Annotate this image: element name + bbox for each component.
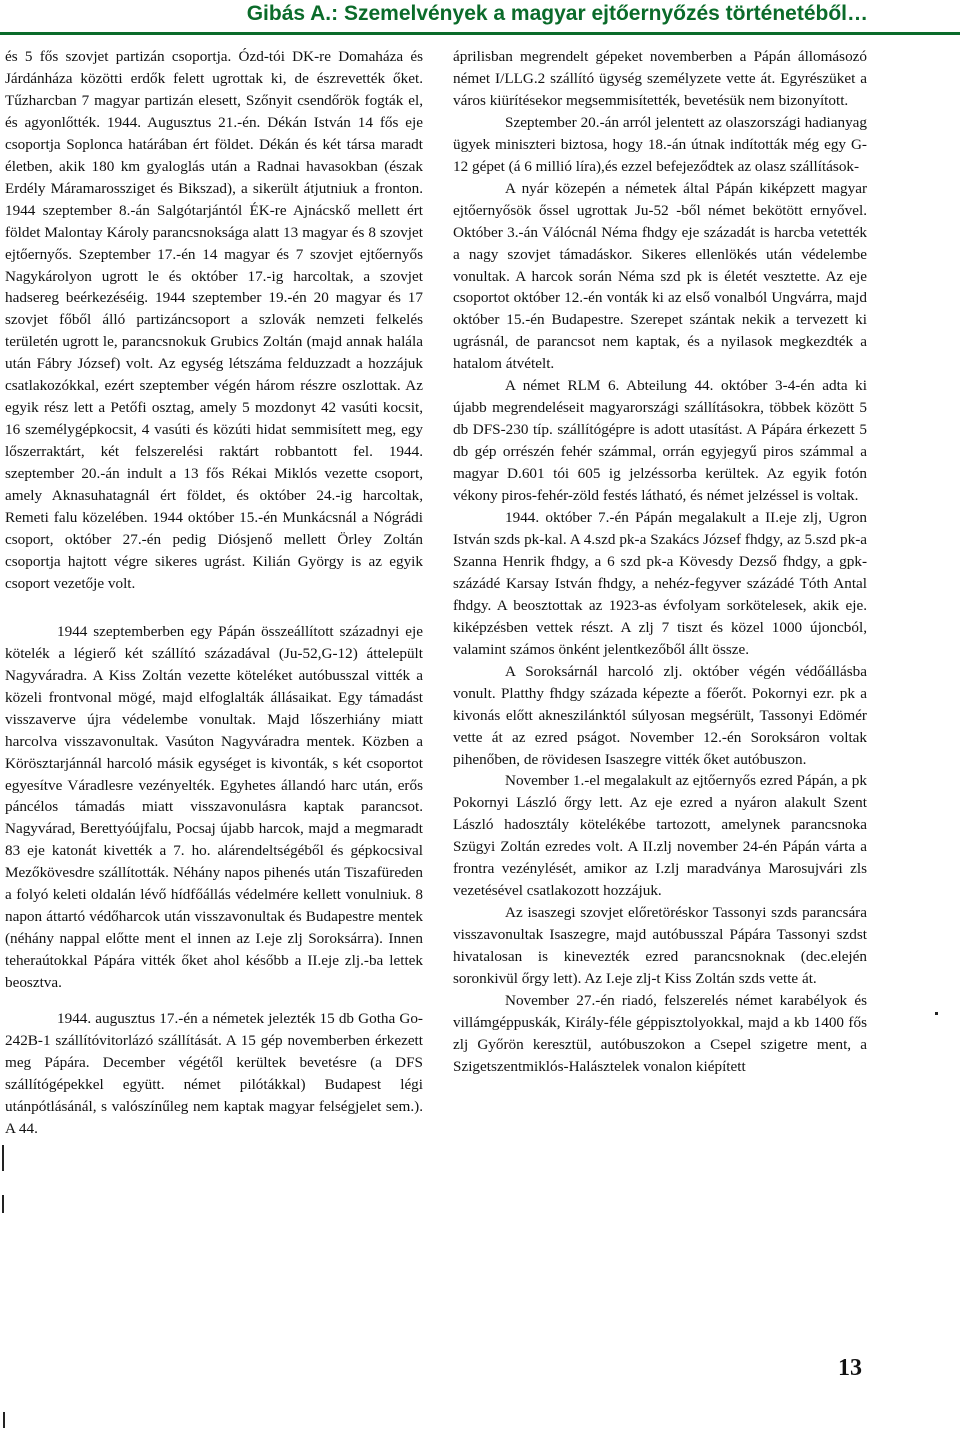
paragraph: Az isaszegi szovjet előretöréskor Tassonyi szds parancsára visszavonultak Isaszegre, majd autóbusszal Pápára Tassonyi szdst hivatalosan is kinevezték ezred parancsnoknak (dec.elején soronkivül őrgy lett). Az I.eje zlj-t Kiss Zoltán szds vette át. [453, 904, 867, 988]
scan-mark [3, 1412, 5, 1428]
paragraph: A nyár közepén a németek által Pápán kiképzett magyar ejtőernyősök őssel ugrottak Ju-52 -ből német bekötött ernyővel. Október 3.-án Válócnál Néma fhdgy eje századát is harcba vetették a nagy szovjet támadáskor. Sikeres ellenlökés után védelembe vonultak. A harcok során Néma szd pk is életét vesztette. Az eje csoportot október 12.-én vonták ki az első vonalból Ungvárra, majd október 15.-én Budapestre. Szerepet szántak nekik a tervezett ki ugrásnál, de parancsot nem kaptak, és a nyilasok megkezdték a hatalom átvételt. [453, 179, 867, 373]
paragraph: 1944. október 7.-én Pápán megalakult a II.eje zlj, Ugron István szds pk-kal. A 4.szd pk-a Szakács József fhdgy, az 5.szd pk-a Szanna Henrik fhdgy, a 6 szd pk-a Kövesdy Dezső fhdgy, a gpk-százádé Karsay István fhdgy, a nehéz-fegyver százádé Tóth Antal fhdgy. A beosztottak az 1923-as évfolyam sorkötelesek, akik eje. kiképzésben vettek részt. A zlj 7 tiszt és közel 1000 újoncból, valamint számos önként jelentkezőből állt össze. [453, 509, 867, 658]
paragraph: 1944 szeptemberben egy Pápán összeállított századnyi eje kötelék a légierő két szállító századával (Ju-52,G-12) áttelepült Nagyváradra. A Kiss Zoltán vezette köteléket autóbusszal vitték a közeli frontvonal mögé, majd elfoglalták állásaikat. Egy támadást visszaverve újra védelembe vonultak. Majd lőszerhiány miatt harcolva visszavonultak. Vasúton Nagyváradra mentek. Közben a Körösztarjánnál harcoló másik egységet is kivonták, s két csoportot egyesítve Váradlesre vezényelték. Egyhetes állandó harc után, erős páncélos támadás miatt visszavonulásra kaptak parancsot. Nagyvárad, Berettyóújfalu, Pocsaj újabb harcok, majd a megmaradt 83 eje katonát kivették a 7. ho. alárendeltségéből és gépkocsival Mezőkövesdre szállították. Néhány napos pihenés után Tiszafüreden a folyó keleti oldalán lévő hídfőállás védelmére kellett vonulniuk. 8 napon áttartó védőharcok után visszavonultak és Budapestre mentek (néhány nappal előtte ment el innen az I.eje zlj Soroksárra). Innen teheraútokkal Pápára vitték őket ahol később a II.eje zlj.-ba lettek beosztva. [5, 622, 423, 992]
paragraph: November 1.-el megalakult az ejtőernyős ezred Pápán, a pk Pokornyi László őrgy lett. Az eje ezred a nyáron alakult Szent László hadosztály kötelékébe tartozott, amelynek parancsnoka Szügyi Zoltán ezredes volt. A II.zlj november 24-én Pápán várta a frontra vezénylését, amikor az I.zlj maradványa Marosujvári zls vezetésével csatlakozott hozzájuk. [453, 772, 867, 900]
paragraph: A német RLM 6. Abteilung 44. október 3-4-én adta ki újabb megrendeléseit magyarországi szállításokra, többek között 5 db DFS-230 típ. szállítógépre is adott utasítást. A Pápára érkezett 5 db gép orrészén fehér számmal, orrán egyjegyű piros számmal a magyar D.601 tói 605 ig jelzéssorba kerültek. Az egyik fotón vékony piros-fehér-zöld festés látható, és német jelzéssel is voltak. [453, 377, 867, 505]
scan-mark [2, 1145, 4, 1171]
header-rule [0, 32, 960, 35]
left-column [5, 46, 423, 1140]
paragraph: áprilisban megrendelt gépeket novemberben a Pápán állomásozó német I/LLG.2 szállító ügység személyzete vette át. Egyrészüket a város kiürítésekor megsemmisítették, bevetésük nem bizonyított. [453, 48, 867, 109]
right-column [453, 46, 867, 1078]
paragraph: A Soroksárnál harcoló zlj. október végén védőállásba vonult. Platthy fhdgy százada képezte a főerőt. Pokornyi ezr. pk a kivonás előtt akneszilánktól súlyosan megsérült, Tassonyi Edömér vette át az ezred pságot. November 12.-én Soroksáron voltak pihenőben, de rövidesen Isaszegre vitték őket autóbuszon. [453, 662, 867, 768]
page-number: 13 [838, 1355, 862, 1381]
paragraph: 1944. augusztus 17.-én a németek jelezték 15 db Gotha Go-242B-1 szállítóvitorlázó szállítását. A 15 gép novemberben érkezett meg Pápára. December végétől kerültek bevetésre (a DFS szállítógépekkel együtt. német pilótákkal) Budapest légi utánpótlásánál, s valószínűleg nem kaptak magyar felségjelet sem.). A 44. [5, 1010, 423, 1137]
paragraph: Szeptember 20.-án arról jelentett az olaszországi hadianyag ügyek miniszteri biztosa, hogy 18.-án útnak indították még egy G-12 gépet (á 6 millió líra),és ezzel befejeződtek az olasz szállítások- [453, 113, 867, 175]
scan-mark [2, 1195, 4, 1213]
scan-mark [935, 1012, 938, 1015]
paragraph: November 27.-én riadó, felszerelés német karabélyok és villámgéppuskák, Király-féle géppisztolyokkal, majd a kb 1400 fős zlj Győrön keresztül, autóbuszokon a Csepel szigetre ment, a Szigetszentmiklós-Halásztelek vonalon kiépített [453, 991, 867, 1075]
running-header: Gibás A.: Szemelvények a magyar ejtőernyőzés történetéből… [246, 2, 868, 25]
paragraph: és 5 fős szovjet partizán csoportja. Ózd-tói DK-re Domaháza és Járdánháza közötti erdők felett ugrottak ki, de észrevették őket. Tűzharcban 7 magyar partizán elesett, Szőnyit csendőrök fogták el, és agyonlőtték. 1944. Augusztus 21.-én. Dékán István 14 fős eje csoportja Soplonca határában ért földet. Dékán és két társa maradt életben, akik 180 km gyaloglás után a Radnai havasokban (észak Erdély Máramarossziget és Bikszad), a sikerült átjutniuk a fronton. 1944 szeptember 8.-án Salgótarjántól ÉK-re Ajnácskő mellett ért földet Malontay Károly parancsnoksága alatt 13 magyar és 8 szovjet ejtőernyős. Szeptember 17.-én 14 magyar és 7 szovjet ejtőernyős Nagykárolyon ugrott le és október 17.-ig harcoltak, a szovjet hadsereg beérkezéséig. 1944 szeptember 19.-én 20 magyar és 17 szovjet főből álló partizáncsoport a szlovák nemzeti felkelés területén ugrott le, parancsnokuk Grubics Zoltán (majd annak halála után Fábry József) volt. Az egység létszáma felduzzadt a hozzájuk csatlakozókkal, ezért szeptember végén három részre oszlottak. Az egyik rész lett a Petőfi osztag, amely 5 mozdonyt 42 vasúti kocsit, 16 személygépkocsit, 4 vasúti és közúti hidat semmisített meg, egy lőszerraktárt, két felszerelési raktárt robbantott fel. 1944. szeptember 20.-án indult a 13 fős Rékai Miklós vezette csoport, amely Aknasuhatagnál ért földet, és október 24.-ig harcoltak, Remeti falu közelében. 1944 október 15.-én Munkácsnál a Nógrádi csoport, október 27.-én pedig Diósjenő mellett Örley Zoltán csoportja hajtott végre sikeres ugrást. Kilián György is az egyik csoport vezetője volt. [5, 48, 423, 592]
